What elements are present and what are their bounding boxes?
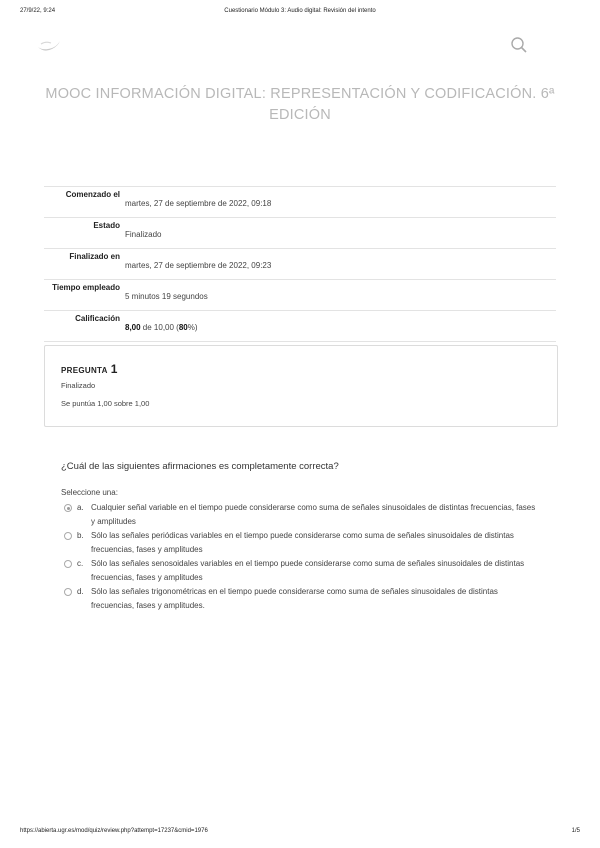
- print-title: Cuestionario Módulo 3: Audio digital: Revisión del intento: [224, 8, 376, 14]
- radio-button-a[interactable]: [64, 504, 72, 512]
- option-letter: b.: [77, 531, 84, 540]
- grade-value: [125, 323, 198, 332]
- question-label-text: PREGUNTA: [61, 366, 108, 375]
- print-url: https://abierta.ugr.es/mod/quiz/review.php?attempt=17237&cmid=1976: [20, 828, 208, 834]
- answer-option-d[interactable]: [64, 585, 544, 613]
- time-label: Tiempo empleado: [52, 283, 120, 292]
- question-state: Finalizado: [61, 381, 96, 390]
- answer-option-c[interactable]: [64, 557, 544, 585]
- grade-percent: 80: [178, 323, 188, 332]
- started-label: Comenzado el: [65, 190, 120, 199]
- option-text: Sólo las señales periódicas variables en el tiempo puede considerarse como suma de señales sinusoidales de distintas frecuencias, fases y amplitudes: [91, 531, 514, 554]
- time-value: 5 minutos 19 segundos: [125, 292, 208, 301]
- grade-close: %): [187, 323, 198, 332]
- option-letter: c.: [77, 559, 84, 568]
- print-header: [0, 8, 600, 20]
- grade-score: 8,00: [125, 323, 141, 332]
- state-label: Estado: [93, 221, 120, 230]
- question-text: ¿Cuál de las siguientes afirmaciones es completamente correcta?: [61, 461, 339, 472]
- option-letter: a.: [77, 503, 84, 512]
- summary-row-time: [44, 279, 556, 310]
- state-value: Finalizado: [125, 230, 162, 239]
- course-title: MOOC INFORMACIÓN DIGITAL: REPRESENTACIÓN Y CODIFICACIÓN. 6ª EDICIÓN: [45, 86, 555, 123]
- attempt-summary-table: [44, 186, 556, 342]
- answer-option-a[interactable]: [64, 501, 544, 529]
- logo-icon[interactable]: [36, 38, 62, 54]
- option-text: Cualquier señal variable en el tiempo puede considerarse como suma de señales sinusoidales de distintas frecuencias, fases y amplitudes: [91, 503, 536, 526]
- summary-row-state: [44, 217, 556, 248]
- question-number: 1: [110, 362, 118, 376]
- radio-button-c[interactable]: [64, 560, 72, 568]
- summary-row-grade: [44, 310, 556, 342]
- answer-prompt: Seleccione una:: [61, 488, 118, 497]
- option-text: Sólo las señales senosoidales variables en el tiempo puede considerarse como suma de señales sinusoidales de distintas frecuencias, fases y amplitudes: [91, 559, 525, 582]
- search-icon[interactable]: [510, 36, 528, 54]
- grade-of: de 10,00 (: [140, 323, 179, 332]
- question-info-box: [44, 345, 558, 427]
- answer-options: [64, 501, 544, 613]
- radio-button-b[interactable]: [64, 532, 72, 540]
- summary-row-finished: [44, 248, 556, 279]
- option-letter: d.: [77, 587, 84, 596]
- option-text: Sólo las señales trigonométricas en el tiempo puede considerarse como suma de señales sinusoidales de distintas frecuencias, fases y amplitudes.: [91, 587, 498, 610]
- question-grade: Se puntúa 1,00 sobre 1,00: [61, 399, 150, 408]
- finished-value: martes, 27 de septiembre de 2022, 09:23: [125, 261, 272, 270]
- radio-button-d[interactable]: [64, 588, 72, 596]
- grade-label: Calificación: [75, 314, 120, 323]
- finished-label: Finalizado en: [69, 252, 120, 261]
- answer-option-b[interactable]: [64, 529, 544, 557]
- print-page-number: 1/5: [571, 828, 580, 834]
- started-value: martes, 27 de septiembre de 2022, 09:18: [125, 199, 272, 208]
- question-label: [61, 362, 118, 376]
- summary-row-started: [44, 186, 556, 217]
- print-date: 27/9/22, 9:24: [20, 8, 56, 14]
